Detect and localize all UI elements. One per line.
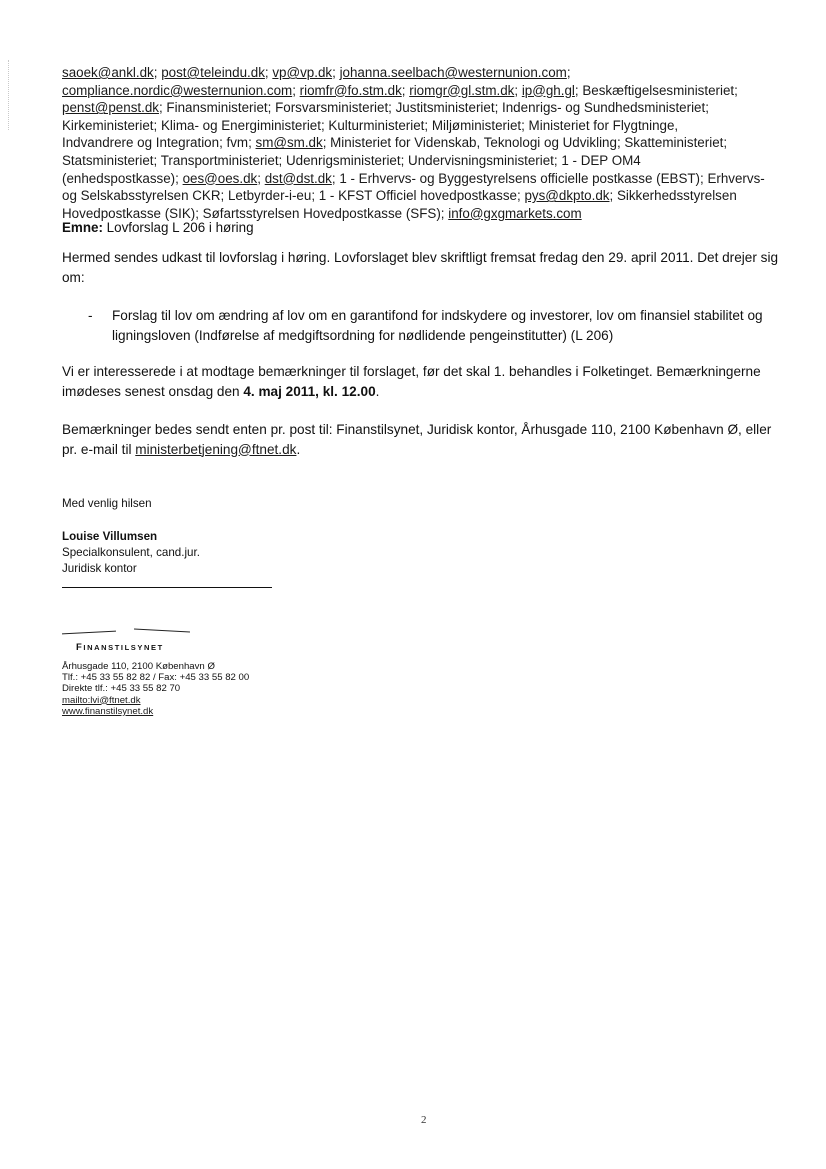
subject-value: Lovforslag L 206 i høring bbox=[106, 220, 254, 235]
scan-edge-marks bbox=[8, 60, 10, 130]
closing-greeting: Med venlig hilsen bbox=[62, 497, 152, 510]
recipient-line-8 bbox=[62, 187, 784, 205]
recipient-line-1 bbox=[62, 64, 784, 82]
subject-label: Emne: bbox=[62, 220, 103, 235]
submission-text: Bemærkninger bedes sendt enten pr. post til: Finanstilsynet, Juridisk kontor, Århusgade 110, 2100 København Ø, eller pr. e-mail til bbox=[62, 422, 772, 457]
separator: ; bbox=[332, 65, 340, 80]
submission-end: . bbox=[296, 441, 301, 457]
deadline-end: . bbox=[375, 383, 380, 399]
signature-rule bbox=[62, 587, 272, 588]
recipient-line-7 bbox=[62, 170, 784, 188]
finanstilsynet-logo bbox=[62, 624, 202, 654]
email-link[interactable]: penst@penst.dk bbox=[62, 100, 159, 116]
recipient-list bbox=[62, 64, 784, 222]
deadline-paragraph bbox=[62, 362, 786, 401]
recipient-line-2 bbox=[62, 82, 784, 100]
signature-name: Louise Villumsen bbox=[62, 530, 158, 543]
recipient-text: ; Beskæftigelsesministeriet; bbox=[574, 82, 738, 98]
signature-department: Juridisk kontor bbox=[62, 562, 137, 575]
contact-block bbox=[62, 661, 249, 717]
email-link[interactable]: johanna.seelbach@westernunion.com bbox=[339, 65, 567, 80]
contact-mail-link[interactable]: mailto:lvi@ftnet.dk bbox=[62, 694, 141, 706]
recipient-text: Indvandrere og Integration; fvm; bbox=[62, 135, 256, 151]
separator: ; bbox=[292, 82, 300, 98]
subject-line bbox=[62, 219, 254, 237]
signature-title: Specialkonsulent, cand.jur. bbox=[62, 546, 200, 559]
logo-initial: F bbox=[76, 642, 84, 653]
separator: ; bbox=[264, 65, 273, 80]
logo-swoosh-right bbox=[134, 629, 190, 633]
contact-web-link[interactable]: www.finanstilsynet.dk bbox=[62, 705, 154, 717]
recipient-text: ; Sikkerhedsstyrelsen bbox=[609, 188, 737, 204]
recipient-line-5 bbox=[62, 134, 784, 152]
contact-phone: Tlf.: +45 33 55 82 82 / Fax: +45 33 55 82 00 bbox=[62, 672, 250, 684]
recipient-text: (enhedspostkasse); bbox=[62, 170, 183, 186]
email-link[interactable]: pys@dkpto.dk bbox=[524, 188, 610, 204]
page-number: 2 bbox=[421, 1114, 427, 1126]
separator: ; bbox=[401, 82, 410, 98]
recipient-text: ; Finansministeriet; Forsvarsministeriet; Justitsministeriet; Indenrigs- og Sundhedsministeriet; bbox=[158, 100, 709, 116]
recipient-line-3 bbox=[62, 99, 784, 117]
deadline-date: 4. maj 2011, kl. 12.00 bbox=[243, 383, 376, 399]
email-link[interactable]: info@gxgmarkets.com bbox=[448, 205, 582, 221]
email-link[interactable]: compliance.nordic@westernunion.com bbox=[62, 82, 293, 98]
submission-paragraph bbox=[62, 420, 786, 459]
bullet-dash: - bbox=[88, 308, 93, 323]
recipient-text: ; Ministeriet for Videnskab, Teknologi og Udvikling; Skatteministeriet; bbox=[322, 135, 728, 151]
recipient-line-6: Statsministeriet; Transportministeriet; Udenrigsministeriet; Undervisningsministeriet; 1 - DEP OM4 bbox=[62, 152, 641, 168]
recipient-line-4: Kirkeministeriet; Klima- og Energiministeriet; Kulturministeriet; Miljøministeriet; Ministeriet for Flygtninge, bbox=[62, 117, 679, 133]
separator: ; bbox=[514, 82, 522, 98]
email-link[interactable]: riomfr@fo.stm.dk bbox=[299, 82, 402, 98]
ministry-email-link[interactable]: ministerbetjening@ftnet.dk bbox=[135, 441, 297, 457]
signature-block bbox=[62, 529, 200, 577]
contact-address: Århusgade 110, 2100 København Ø bbox=[62, 661, 215, 672]
deadline-text: Vi er interesserede i at modtage bemærkninger til forslaget, før det skal 1. behandles i Folketinget. Bemærkningerne imødeses senest onsdag den bbox=[62, 364, 761, 399]
email-link[interactable]: dst@dst.dk bbox=[264, 170, 332, 186]
email-link[interactable]: sm@sm.dk bbox=[255, 135, 323, 151]
email-link[interactable]: ip@gh.gl bbox=[521, 82, 575, 98]
email-link[interactable]: post@teleindu.dk bbox=[161, 65, 265, 80]
logo-rest: INANSTILSYNET bbox=[83, 643, 164, 652]
email-link[interactable]: vp@vp.dk bbox=[272, 65, 333, 80]
email-link[interactable]: oes@oes.dk bbox=[182, 170, 258, 186]
recipient-text: Hovedpostkasse (SIK); Søfartsstyrelsen Hovedpostkasse (SFS); bbox=[62, 205, 449, 221]
separator: ; bbox=[257, 170, 265, 186]
email-link[interactable]: saoek@ankl.dk bbox=[62, 65, 154, 80]
separator: ; bbox=[153, 65, 162, 80]
logo-swoosh-left bbox=[62, 631, 116, 635]
bullet-text: Forslag til lov om ændring af lov om en garantifond for indskydere og investorer, lov om finansiel stabilitet og ligningsloven (Indførelse af medgiftsordning for nødlidende pengeinstitutter) (L 206) bbox=[112, 308, 763, 343]
logo-wordmark bbox=[76, 642, 164, 653]
recipient-text: ; 1 - Erhvervs- og Byggestyrelsens officielle postkasse (EBST); Erhvervs- bbox=[331, 170, 765, 186]
contact-direct-phone: Direkte tlf.: +45 33 55 82 70 bbox=[62, 683, 181, 695]
recipient-text: og Selskabsstyrelsen CKR; Letbyrder-i-eu; 1 - KFST Officiel hovedpostkasse; bbox=[62, 188, 525, 204]
separator: ; bbox=[566, 65, 571, 80]
email-link[interactable]: riomgr@gl.stm.dk bbox=[409, 82, 515, 98]
intro-paragraph: Hermed sendes udkast til lovforslag i høring. Lovforslaget blev skriftligt fremsat fredag den 29. april 2011. Det drejer sig om: bbox=[62, 250, 779, 285]
